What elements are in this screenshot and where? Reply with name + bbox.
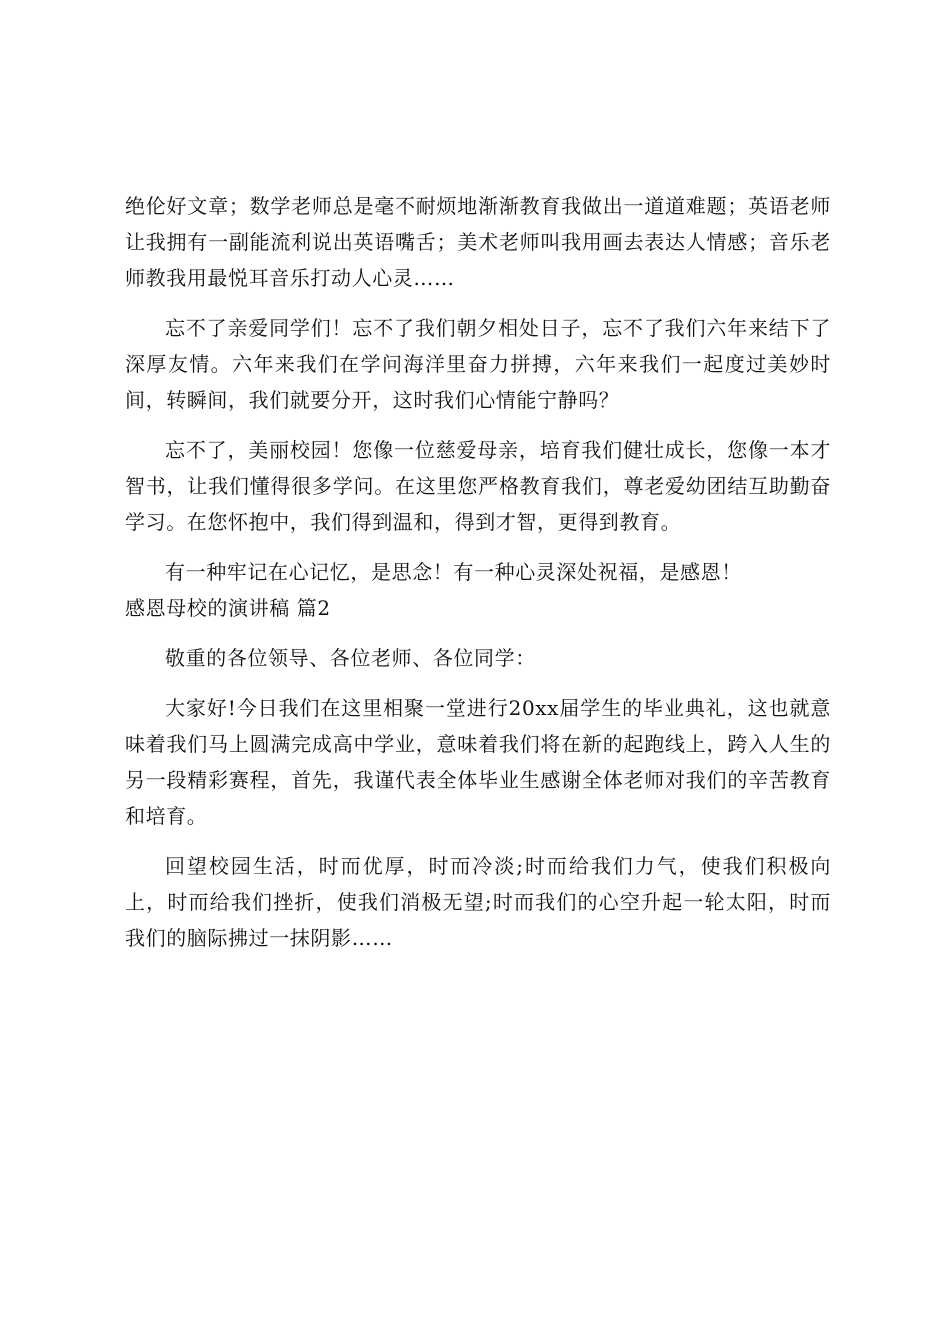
paragraph-teachers: 绝伦好文章；数学老师总是毫不耐烦地渐渐教育我做出一道道难题；英语老师让我拥有一副能流利说出英语嘴舌；美术老师叫我用画去表达人情感；音乐老师教我用最悦耳音乐打动人心灵……	[125, 194, 831, 290]
paragraph-greeting: 大家好!今日我们在这里相聚一堂进行20xx届学生的毕业典礼，这也就意味着我们马上圆满完成高中学业，意味着我们将在新的起跑线上，跨入人生的另一段精彩赛程，首先，我谨代表全体毕业生感谢全体老师对我们的辛苦教育和培育。	[125, 696, 831, 828]
section-heading: 感恩母校的演讲稿 篇2	[125, 596, 331, 620]
paragraph-classmates: 忘不了亲爱同学们！忘不了我们朝夕相处日子，忘不了我们六年来结下了深厚友情。六年来我们在学问海洋里奋力拼搏，六年来我们一起度过美妙时间，转瞬间，我们就要分开，这时我们心情能宁静吗？	[125, 316, 831, 412]
paragraph-salutation: 敬重的各位领导、各位老师、各位同学：	[165, 646, 536, 670]
paragraph-campus: 忘不了，美丽校园！您像一位慈爱母亲，培育我们健壮成长，您像一本才智书，让我们懂得很多学问。在这里您严格教育我们，尊老爱幼团结互助勤奋学习。在您怀抱中，我们得到温和，得到才智，更得到教育。	[125, 438, 831, 534]
document-body	[125, 188, 831, 956]
paragraph-gratitude: 有一种牢记在心记忆，是思念！有一种心灵深处祝福，是感恩！	[165, 560, 742, 584]
paragraph-campus-life: 回望校园生活，时而优厚，时而冷淡;时而给我们力气，使我们积极向上，时而给我们挫折，使我们消极无望;时而我们的心空升起一轮太阳，时而我们的脑际拂过一抹阴影……	[125, 854, 831, 950]
